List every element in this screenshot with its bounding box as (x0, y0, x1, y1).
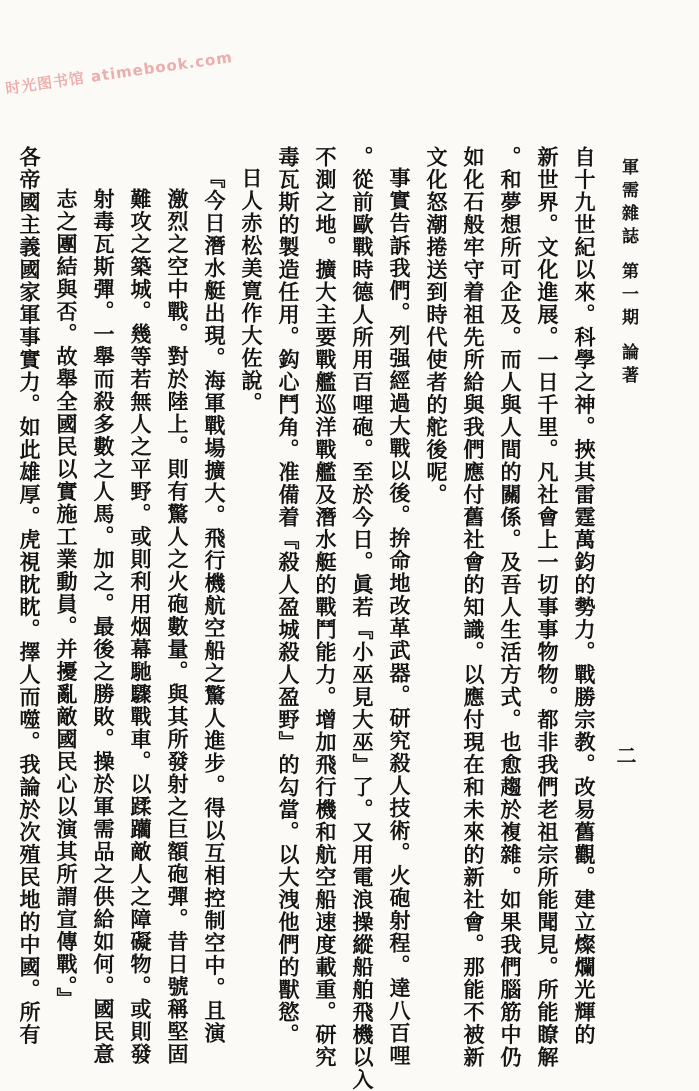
text-column-13: 難攻之築城。幾等若無人之平野。或則利用烟幕馳驟戰車。以蹂躪敵人之障礙物。或則發 (128, 188, 153, 1066)
watermark-text: 时光图书馆 atimebook.com (4, 48, 234, 98)
page-number: 二 (613, 745, 637, 765)
text-column-16: 各帝國主義國家軍事實力。如此雄厚。虎視眈眈。擇人而噬。我論於次殖民地的中國。所有 (17, 146, 42, 1046)
text-column-15: 志之團結與否。故舉全國民以實施工業動員。并擾亂敵國民心以演其所謂宣傳戰。』 (54, 188, 79, 1010)
text-column-6: 事實告訴我們。列强經過大戰以後。拚命地改革武器。研究殺人技術。火砲射程。達八百哩 (387, 167, 412, 1067)
text-column-5: 文化怒潮捲送到時代使者的舵後呢。 (424, 146, 449, 506)
text-column-12: 激烈之空中戰。對於陸上。則有驚人之火砲數量。與其所發射之巨額砲彈。昔日號稱堅固 (165, 188, 190, 1066)
text-column-8: 不測之地。擴大主要戰艦巡洋戰艦及潛水艇的戰鬥能力。增加飛行機和航空船速度載重。研究 (313, 146, 338, 1069)
text-column-9: 毒瓦斯的製造任用。鈎心鬥角。准備着『殺人盈城殺人盈野』的勾當。以大洩他們的獸慾。 (276, 146, 301, 1046)
page-header: 軍需雜誌 第一期 論著 (618, 158, 638, 389)
text-column-11: 『今日潛水艇出現。海軍戰場擴大。飛行機航空船之驚人進步。得以互相控制空中。且演 (202, 167, 227, 1045)
text-column-1: 自十九世紀以來。科學之神。挾其雷霆萬鈞的勢力。戰勝宗教。改易舊觀。建立燦爛光輝的 (572, 146, 597, 1046)
text-column-10: 日人赤松美寛作大佐說。 (239, 167, 264, 415)
header-divider (610, 150, 611, 990)
text-column-2: 新世界。文化進展。一日千里。凡社會上一切事事物物。都非我們老祖宗所能聞見。所能瞭解 (535, 146, 560, 1069)
text-column-3: 。和夢想所可企及。而人與人間的關係。及吾人生活方式。也愈趨於複雜。如果我們腦筋中仍 (498, 146, 523, 1069)
text-column-14: 射毒瓦斯彈。一舉而殺多數之人馬。加之。最後之勝敗。操於軍需品之供給如何。國民意 (91, 188, 116, 1066)
text-column-4: 如化石般牢守着祖先所給與我們應付舊社會的知識。以應付現在和未來的新社會。那能不被新 (461, 146, 486, 1069)
text-column-7: 。從前歐戰時德人所用百哩砲。至於今日。眞若『小巫見大巫』了。又用電浪操縱船舶飛機以入 (350, 146, 375, 1091)
